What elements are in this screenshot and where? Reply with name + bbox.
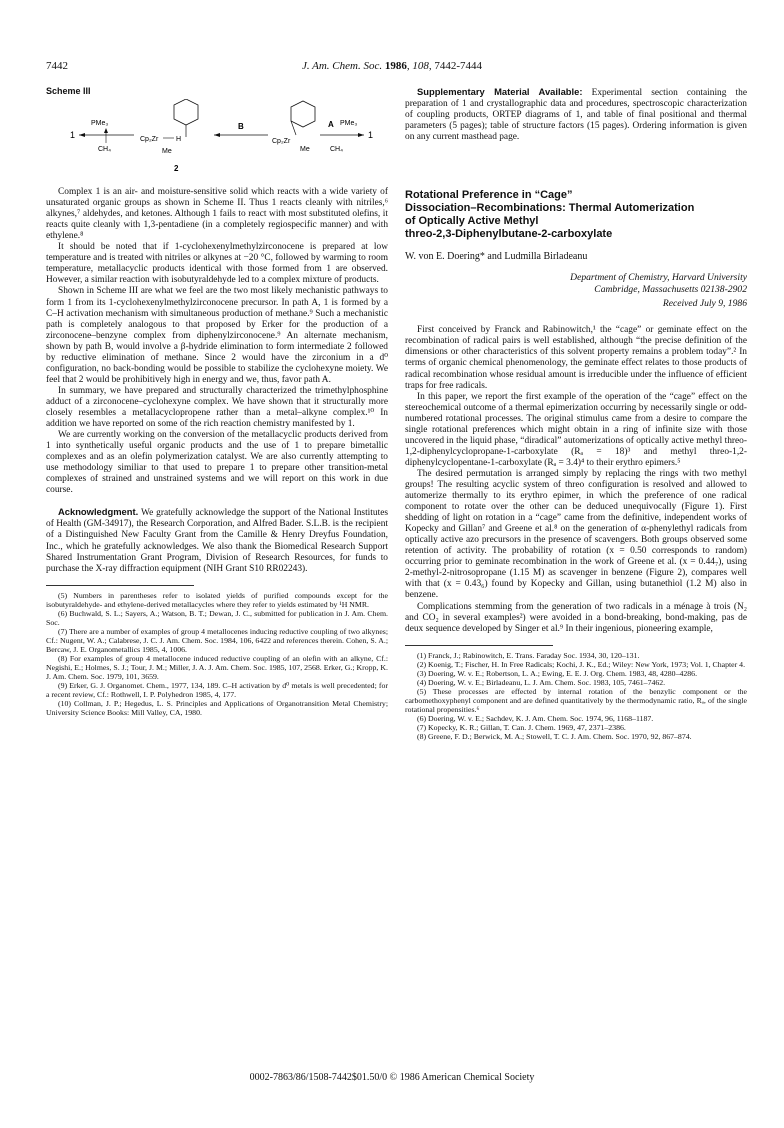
ref-2: (2) Koenig, T.; Fischer, H. In Free Radicals; Kochi, J. K., Ed.; Wiley: New York, 1973; Vol. 1, Chapter 4. xyxy=(417,659,746,669)
ref-8: (8) Greene, F. D.; Berwick, M. A.; Stowell, T. C. J. Am. Chem. Soc. 1970, 92, 867–874. xyxy=(417,732,692,742)
journal-year: 1986 xyxy=(384,60,407,72)
title-line-2: Dissociation–Recombinations: Thermal Automerization xyxy=(405,202,695,215)
right-column xyxy=(405,86,747,741)
right-paragraph-3: The desired permutation is arranged simply by replacing the rings with two methyl groups! The resulting acyclic system of threo configuration is resolved and allowed to automerize thermally to its erythro epimer, in which the preference of one radical component to rotate over the other can be deduced unequivocally (Figure 1). First shedding of light on rotation in a “cage” came from the definitive, independent works of Kopecky and Gillan⁷ and Greene et al.⁸ on the generation of α-phenylethyl radicals from optically active azo precursors in the presence of scavengers. Both groups observed some retention of activity. The probability of rotation (x = 0.50 corresponds to random) occurring prior to geminate recombination in the work of Greene et al. (x = 0.44₇), using 2-methyl-2-nitrosopropane (1.15 M) as scavenger in benzene (Figure 2), compares well with that (x = 0.43₆) found by Kopecky and Gillan, using butanethiol (1.2 M) also in benzene. xyxy=(405,468,747,601)
footnote-7: (7) There are a number of examples of group 4 metallocenes inducing reductive coupling of two alkynes; Cf.: Nugent, W. A.; Calabrese, J. C. J. Am. Chem. Soc. 1984, 106, 6422 and references therein. Cohen, S. A.; Bercaw, J. E. Organometallics 1985, 4, 1006. xyxy=(46,626,388,654)
left-paragraph-2: It should be noted that if 1-cyclohexenylmethylzirconocene is prepared at low temperature and is treated with nitriles or alkynes at −20 °C, followed by warming to room temperature, metallacyclic products identical with those formed from 1 are observed. However, a similar reaction with isobutyraldehyde led to a complex mixture of products. xyxy=(46,242,388,286)
scheme-h: H xyxy=(176,136,182,144)
left-paragraph-1: Complex 1 is an air- and moisture-sensitive solid which reacts with a wide variety of unsaturated organic groups as shown in Scheme II. Thus 1 reacts cleanly with nitriles,⁶ alkynes,⁷ aldehydes, and ketones. Although 1 fails to react with most substituted olefins, it reacts quite cleanly with 1,3-pentadiene (in a completely regiospecific manner) and with ethylene.⁸ xyxy=(46,187,388,242)
title-line-1: Rotational Preference in “Cage” xyxy=(405,189,573,202)
scheme-left-pme3: PMe₃ xyxy=(91,120,109,128)
scheme-arrow-b-label: B xyxy=(238,122,244,132)
authors: W. von E. Doering* and Ludmilla Birladeanu xyxy=(405,251,588,263)
scheme-right-ch4: CH₄ xyxy=(330,146,343,154)
ref-6: (6) Doering, W. v. E.; Sachdev, K. J. Am. Chem. Soc. 1974, 96, 1168–1187. xyxy=(417,713,654,723)
footnote-rule-right xyxy=(405,645,553,646)
right-paragraph-2: In this paper, we report the first example of the operation of the “cage” effect on the stereochemical outcome of a thermal epimerization occurring by necessarily single or odd-numbered rotational processes. The original stimulus came from a desire to compare the single rotational preferences which might obtain in a ring of infinite size with those uncovered in the liquid phase, “diradical” automerizations of optically active methyl threo-1,2-diphenylcyclopropane-1-carboxylate (Rₐ = 18)³ and methyl threo-1,2-diphenylcyclopentane-1-carboxylate (Rₐ = 3.4)⁴ to their erythro epimers.⁵ xyxy=(405,391,747,468)
acknowledgment-label: Acknowledgment. xyxy=(58,506,139,518)
running-header: J. Am. Chem. Soc. 1986, 108, 7442-7444 xyxy=(301,60,483,72)
right-paragraph-1: First conceived by Franck and Rabinowitch,¹ the “cage” or geminate effect on the recombination of radical pairs is well established, although “the precise definition of the dimensions or other characteristics of this solvent property remains a problem today”.² In terms of organic chemical phenomenology, the geminate effect relates to those products of radical recombination whose residual amount is irreducible under the influence of efficient traps for free radicals. xyxy=(405,325,747,391)
footnote-6: (6) Buchwald, S. L.; Sayers, A.; Watson, B. T.; Dewan, J. C., submitted for publication in J. Am. Chem. Soc. xyxy=(46,608,388,627)
footnote-rule-left xyxy=(46,585,194,586)
left-paragraph-4: In summary, we have prepared and structurally characterized the trimethylphosphine adduct of a zirconocene–cyclohexyne complex. We have shown that it structurally more closely resembles a metallacyclopropene rather than a metal–alkyne complex.¹⁰ In addition we have reported on some of the rich reaction chemistry manifested by 1. xyxy=(46,385,388,430)
cyclohexene-ring-2 xyxy=(291,101,315,127)
scheme-cp2zr-h: Cp₂Zr xyxy=(140,136,159,144)
acknowledgment xyxy=(46,506,388,574)
title-line-4: threo-2,3-Diphenylbutane-2-carboxylate xyxy=(405,228,613,241)
ref-1: (1) Franck, J.; Rabinowitch, E. Trans. Faraday Soc. 1934, 30, 120–131. xyxy=(417,650,640,660)
scheme-right-pme3: PMe₃ xyxy=(340,120,358,128)
affiliation-line-1: Department of Chemistry, Harvard University xyxy=(570,272,747,284)
journal-pages: 7442-7444 xyxy=(434,60,483,72)
received-date: Received July 9, 1986 xyxy=(662,298,747,310)
title-line-3: of Optically Active Methyl xyxy=(405,215,539,228)
journal-volume: 108 xyxy=(412,60,429,72)
ref-5: (5) These processes are effected by internal rotation of the benzylic component or the carbomethoxyphenyl component and are defined quantitatively by the thermodynamic ratio, Rₐ, of the single rotational propensities.⁶ xyxy=(405,686,747,714)
journal-name: J. Am. Chem. Soc. xyxy=(301,60,383,72)
scheme-me-1: Me xyxy=(162,148,172,156)
footnote-10: (10) Collman, J. P.; Hegedus, L. S. Principles and Applications of Organotransition Metal Chemistry; University Science Books: Mill Valley, CA, 1980. xyxy=(46,699,388,718)
footnote-9: (9) Erker, G. J. Organomet. Chem., 1977, 134, 189. C–H activation by d⁰ metals is well precedented; for a recent review, Cf.: Rothwell, I. P. Polyhedron 1985, 4, 177. xyxy=(46,681,388,700)
ref-7: (7) Kopecky, K. R.; Gillan, T. Can. J. Chem. 1969, 47, 2371–2386. xyxy=(417,723,626,733)
scheme-me-2: Me xyxy=(300,146,310,154)
supplementary-material xyxy=(405,86,747,143)
cyclohexene-ring-1 xyxy=(174,99,198,125)
left-column xyxy=(46,86,388,717)
supplementary-text: Experimental section containing the preparation of 1 and crystallographic data and procedures, spectroscopic characterization of coupling products, ORTEP diagrams of 1, and table of final positional and thermal parameters (5 pages); table of structure factors (15 pages). Ordering information is given on any current masthead page. xyxy=(405,88,747,143)
footnote-8: (8) For examples of group 4 metallocene induced reductive coupling of an olefin with an alkyne, Cf.: Negishi, E.; Holmes, S. J.; Tour, J. M.; Miller, J. A. J. Am. Chem. Soc. 1985, 107, 2568. Erker, G.; Kropp, K. J. Am. Chem. Soc. 1979, 101, 3659. xyxy=(46,653,388,682)
page-number: 7442 xyxy=(46,60,68,72)
scheme-label: Scheme III xyxy=(46,86,91,96)
scheme-arrow-a-label: A xyxy=(328,120,334,130)
scheme-right-1: 1 xyxy=(368,130,374,141)
ref-3: (3) Doering, W. v. E.; Robertson, L. A.; Ewing, E. E. J. Org. Chem. 1983, 48, 4280–4286. xyxy=(417,668,698,678)
scheme-left-1: 1 xyxy=(70,130,76,141)
acknowledgment-text: We gratefully acknowledge the support of the National Institutes of Health (GM-34917), the Research Corporation, and Alfred Bader. S.L.B. is the recipient of a Distinguished New Faculty Grant from the Camille & Henry Dreyfus Foundation, Inc., which he gratefully acknowledges. We also thank the Biomedical Research Support Shared Instrumentation Grant Program, Division of Research Resources, for funds to purchase the X-ray diffraction equipment (NIH Grant S10 RR02243). xyxy=(46,508,388,574)
copyright-footer: 0002-7863/86/1508-7442$01.50/0 © 1986 American Chemical Society xyxy=(249,1072,535,1083)
right-paragraph-4: Complications stemming from the generation of two radicals in a ménage à trois (N₂ and CO₂ in several examples²) were avoided in a bond-breaking, bond-making, pas de deux sequence developed by Singer et al.⁹ In their ingenious, pioneering example, xyxy=(405,601,747,634)
scheme-compound-2: 2 xyxy=(174,164,179,174)
affiliation-line-2: Cambridge, Massachusetts 02138-2902 xyxy=(594,283,747,295)
ref-4: (4) Doering, W. v. E.; Birladeanu, L. J. Am. Chem. Soc. 1983, 105, 7461–7462. xyxy=(417,677,666,687)
supplementary-label: Supplementary Material Available: xyxy=(417,86,583,97)
left-paragraph-3: Shown in Scheme III are what we feel are the two most likely mechanistic pathways to form 1 from its 1-cyclohexenylmethylzirconocene precursor. In path A, 1 is formed by a C–H activation mechanism with simultaneous production of methane.⁹ Such a mechanistic path is completely analogous to that proposed by Erker for the production of a zirconocene–benzyne complex from diphenylzirconocene.⁹ An alternate mechanism, shown by path B, would involve a β-hydride elimination to form intermediate 2 followed by reductive elimination of methane. Since 2 would have the zirconium in a d⁰ configuration, no back-bonding would be possible to stabilize the cyclohexyne moiety. We feel that 2 would be prohibitively high in energy and we, thus, favor path A. xyxy=(46,286,388,385)
left-paragraph-5: We are currently working on the conversion of the metallacyclic products derived from 1 into synthetically useful organic products and the use of 1 to prepare bimetallic complexes and as an olefin polymerization catalyst. We are also currently attempting to use methodology similiar to that used to prepare 1 to prepare other transition-metal complexes of strained and unstrained systems and we will report on this work in due course. xyxy=(46,430,388,496)
scheme-left-ch4: CH₄ xyxy=(98,146,111,154)
footnote-5: (5) Numbers in parentheses refer to isolated yields of purified compounds except for the isobutyraldehyde- and ethylene-derived metallacycles where they refer to yields estimated by ¹H NMR. xyxy=(46,590,388,609)
article-title xyxy=(405,189,747,241)
scheme-arrowhead-left xyxy=(79,133,85,137)
scheme-iii-diagram xyxy=(46,99,376,177)
scheme-cp2zr-2: Cp₂Zr xyxy=(272,138,291,146)
